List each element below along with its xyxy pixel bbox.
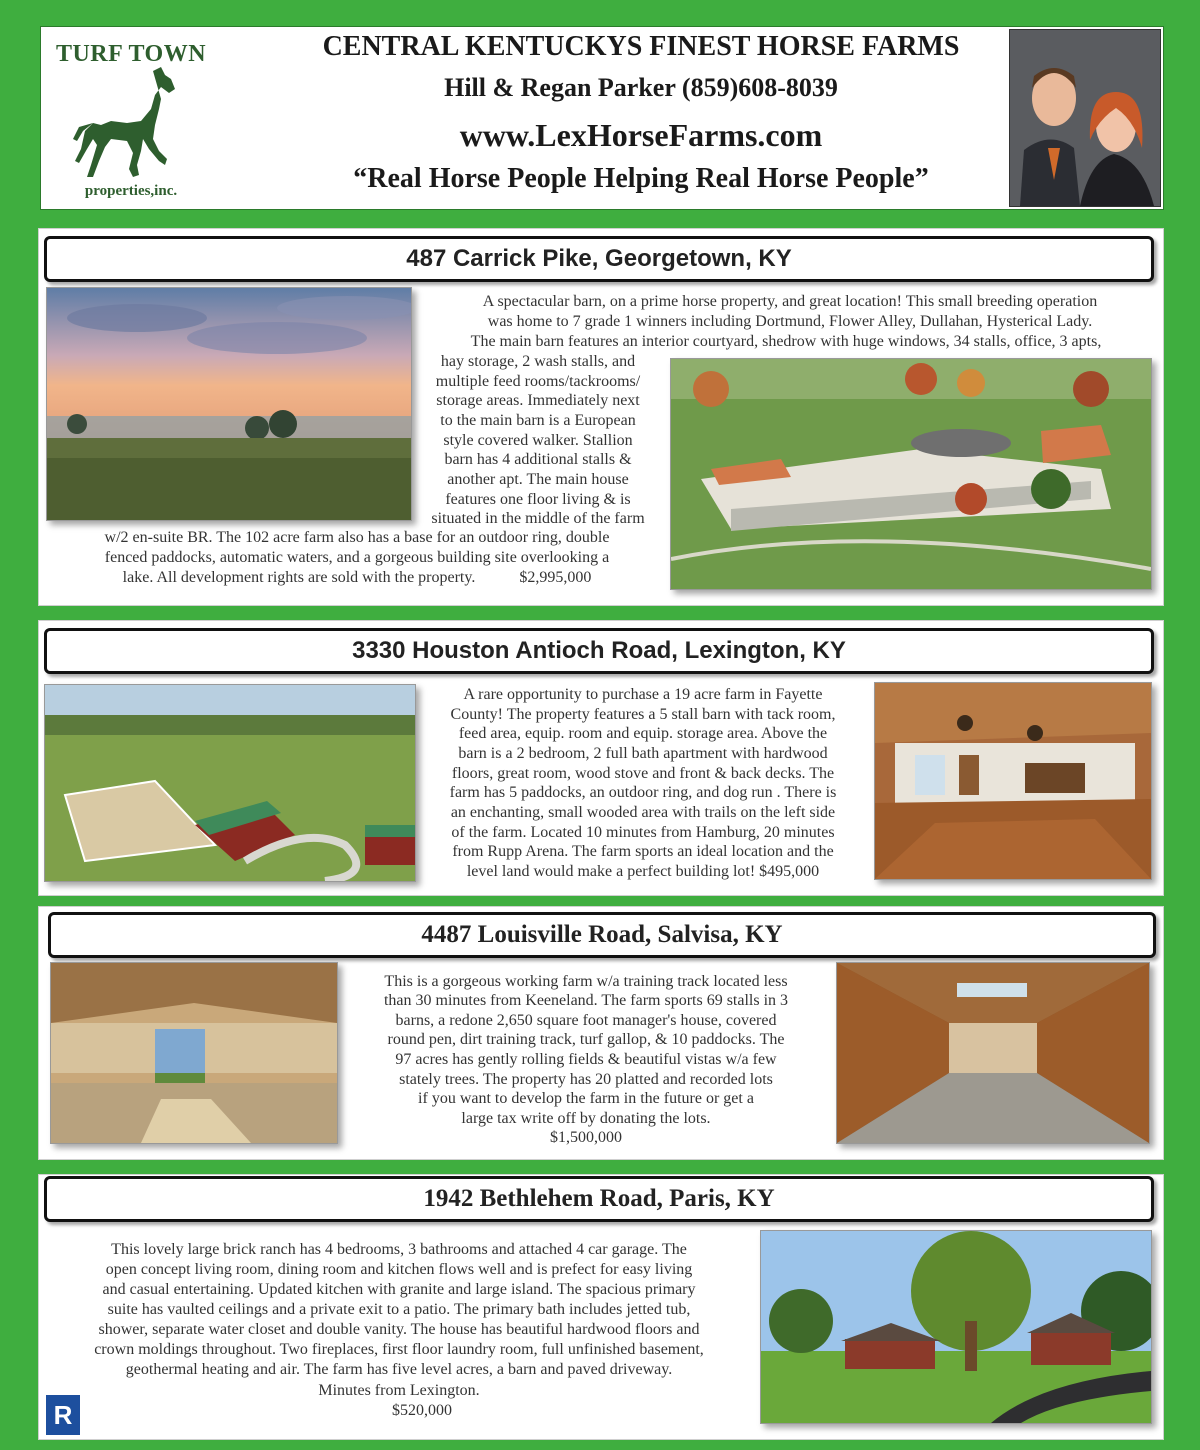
description-line: level land would make a perfect building lot! $495,000 [466, 863, 820, 880]
description-line: to the main barn is a European [440, 412, 636, 429]
description-line: from Rupp Arena. The farm sports an ideal location and the [452, 843, 834, 860]
aerial-farm-ring-photo [44, 684, 416, 882]
description-line: 97 acres has gently rolling fields & beautiful vistas w/a few [395, 1051, 777, 1068]
description-line: geothermal heating and air. The farm has five level acres, a barn and paved driveway. [125, 1361, 673, 1378]
description-line: This lovely large brick ranch has 4 bedrooms, 3 bathrooms and attached 4 car garage. The [111, 1241, 687, 1258]
description-line: w/2 en-suite BR. The 102 acre farm also has a base for an outdoor ring, double [104, 529, 610, 546]
header-agents: Hill & Regan Parker (859)608-8039 [444, 73, 838, 102]
header-tagline: “Real Horse People Helping Real Horse People” [353, 163, 929, 194]
description-line: A spectacular barn, on a prime horse property, and great location! This small breeding operation [482, 293, 1098, 310]
aerial-barn-photo [670, 358, 1152, 590]
description-line: large tax write off by donating the lots. [461, 1110, 711, 1127]
listing-address-1: 487 Carrick Pike, Georgetown, KY [44, 236, 1154, 282]
listing-address-2: 3330 Houston Antioch Road, Lexington, KY [44, 628, 1154, 674]
description-line: situated in the middle of the farm [431, 510, 645, 527]
description-line: and casual entertaining. Updated kitchen with granite and large island. The spacious primary [102, 1281, 696, 1298]
logo-title: TURF TOWN [55, 41, 207, 67]
description-line: another apt. The main house [447, 471, 629, 488]
description-line: barn is a 2 bedroom, 2 full bath apartment with hardwood [458, 745, 828, 762]
sunset-pasture-photo [46, 287, 412, 521]
description-line: feed area, equip. room and equip. storage area. Above the [458, 725, 828, 742]
logo-subtitle: properties,inc. [84, 183, 178, 199]
description-line: The main barn features an interior courtyard, shedrow with huge windows, 34 stalls, office, 3 apts, [470, 333, 1102, 350]
header-title: CENTRAL KENTUCKYS FINEST HORSE FARMS [322, 31, 960, 62]
header-website[interactable]: www.LexHorseFarms.com [459, 117, 823, 153]
description-line: This is a gorgeous working farm w/a training track located less [384, 973, 788, 990]
description-line: suite has vaulted ceilings and a private exit to a patio. The primary bath includes jetted tub, [107, 1301, 691, 1318]
description-line: was home to 7 grade 1 winners including Dortmund, Flower Alley, Dullahan, Hysterical Lady. [487, 313, 1093, 330]
description-line: $1,500,000 [550, 1129, 622, 1146]
description-line: fenced paddocks, automatic waters, and a gorgeous building site overlooking a [104, 549, 610, 566]
realtor-logo-icon: R [44, 1393, 82, 1437]
description-line: lake. All development rights are sold with the property. $2,995,000 [122, 569, 592, 586]
description-line: if you want to develop the farm in the future or get a [418, 1090, 754, 1107]
description-line: stately trees. The property has 20 platted and recorded lots [399, 1071, 773, 1088]
description-line: hay storage, 2 wash stalls, and [440, 353, 636, 370]
listing-address-4: 1942 Bethlehem Road, Paris, KY [44, 1176, 1154, 1222]
agents-photo [1009, 29, 1161, 207]
description-line: storage areas. Immediately next [436, 392, 640, 409]
description-line: Minutes from Lexington. [318, 1382, 480, 1399]
header-banner [40, 26, 1164, 210]
description-line: farm has 5 paddocks, an outdoor ring, and dog run . There is [449, 784, 837, 801]
description-line: crown moldings throughout. Two fireplaces, first floor laundry room, full unfinished basement, [94, 1341, 704, 1358]
description-line: an enchanting, small wooded area with trails on the left side [450, 804, 836, 821]
listing-address-3: 4487 Louisville Road, Salvisa, KY [48, 912, 1156, 958]
description-line: floors, great room, wood stove and front & back decks. The [451, 765, 835, 782]
description-line: $520,000 [392, 1402, 452, 1419]
description-line: multiple feed rooms/tackrooms/ [435, 373, 641, 390]
turf-town-logo [51, 33, 211, 203]
covered-round-pen-photo [50, 962, 338, 1144]
description-line: round pen, dirt training track, turf gallop, & 10 paddocks. The [387, 1031, 785, 1048]
description-line: shower, separate water closet and double vanity. The house has beautiful hardwood floors and [98, 1321, 700, 1338]
description-line: A rare opportunity to purchase a 19 acre farm in Fayette [463, 686, 823, 703]
horse-silhouette-icon [71, 65, 191, 183]
description-line: style covered walker. Stallion [443, 432, 633, 449]
brick-ranch-house-photo [760, 1230, 1152, 1424]
description-line: of the farm. Located 10 minutes from Hamburg, 20 minutes [451, 824, 835, 841]
description-line: open concept living room, dining room and kitchen flows well and is prefect for easy living [105, 1261, 693, 1278]
description-line: County! The property features a 5 stall barn with tack room, [450, 706, 836, 723]
apartment-interior-photo [874, 682, 1152, 880]
description-line: than 30 minutes from Keeneland. The farm sports 69 stalls in 3 [383, 992, 789, 1009]
description-line: features one floor living & is [445, 491, 631, 508]
description-line: barns, a redone 2,650 square foot manager's house, covered [395, 1012, 777, 1029]
barn-aisle-photo [836, 962, 1150, 1144]
description-line: barn has 4 additional stalls & [444, 451, 632, 468]
